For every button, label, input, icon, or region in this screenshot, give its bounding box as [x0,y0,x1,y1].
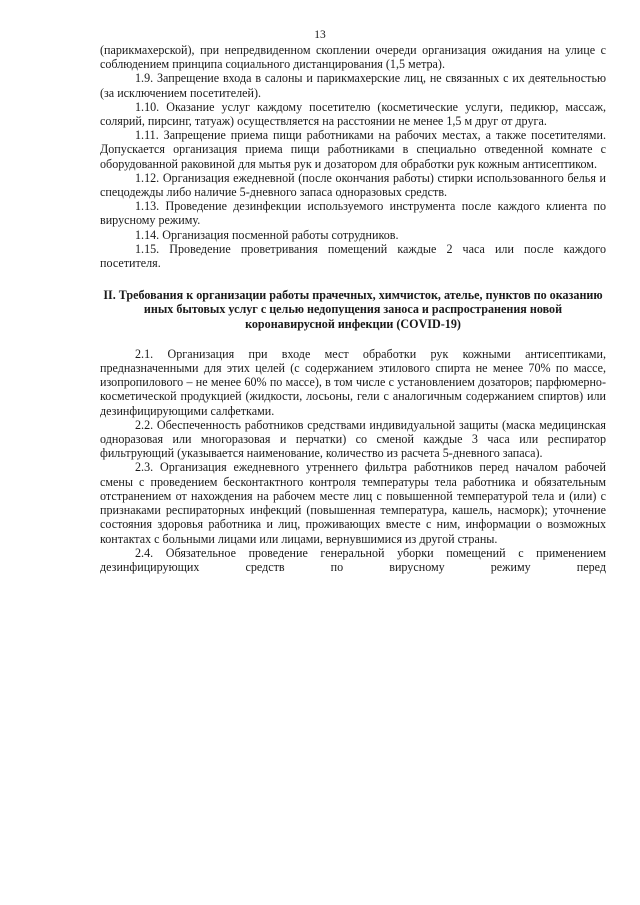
paragraph-1-15: 1.15. Проведение проветривания помещений каждые 2 часа или после каждого посетителя. [100,241,606,271]
paragraph-2-1: 2.1. Организация при входе мест обработки рук кожными антисептиками, предназначенными для этих целей (с содержанием этилового спирта не менее 70% по массе, изопропилового – не менее 60% по массе), в том числе с установлением дозаторов; парфюмерно-косметической продукцией (жидкости, лосьоны, гели с аналогичным содержанием спиртов) или дезинфицирующими салфетками. [100,346,606,418]
section-spacer [100,331,606,347]
paragraph-2-4: 2.4. Обязательное проведение генеральной уборки помещений с применением дезинфицирующих средств по вирусному режиму перед [100,545,606,574]
document-body [100,43,606,574]
page-number: 13 [314,29,326,41]
paragraph-1-9: 1.9. Запрещение входа в салоны и парикмахерские лиц, не связанных с их деятельностью (за исключением посетителей). [100,71,606,100]
paragraph-1-11: 1.11. Запрещение приема пищи работниками на рабочих местах, а также посетителями. Допускается организация приема пищи работниками в специально отведенной комнате с оборудованной раковиной для мытья рук и дозатором для обработки рук кожным антисептиком. [100,128,606,171]
paragraph-1-12: 1.12. Организация ежедневной (после окончания работы) стирки использованного белья и спецодежды либо наличие 5-дневного запаса одноразовых средств. [100,170,606,200]
paragraph-1-10: 1.10. Оказание услуг каждому посетителю (косметические услуги, педикюр, массаж, солярий, пирсинг, татуаж) осуществляется на расстоянии не менее 1,5 м друг от друга. [100,99,606,129]
section-spacer [100,270,606,288]
paragraph-1-14: 1.14. Организация посменной работы сотрудников. [135,227,399,242]
continuation-paragraph: (парикмахерской), при непредвиденном скоплении очереди организация ожидания на улице с соблюдением принципа социального дистанцирования (1,5 метра). [100,43,606,72]
paragraph-2-2: 2.2. Обеспеченность работников средствами индивидуальной защиты (маска медицинская одноразовая или многоразовая и перчатки) со сменой каждые 3 часа или респиратор фильтрующий (указывается наименование, количество из расчета 5-дневного запаса). [100,417,606,461]
paragraph-2-3: 2.3. Организация ежедневного утреннего фильтра работников перед началом рабочей смены с проведением бесконтактного контроля температуры тела работника и обязательным отстранением от нахождения на рабочем месте лиц с повышенной температурой тела и (или) с признаками респираторных инфекций (повышенная температура, кашель, насморк); уточнение состояния здоровья работника и лиц, проживающих вместе с ним, информации о возможных контактах с больными лицами или лицами, вернувшимися из другой страны. [100,460,606,546]
section-heading: II. Требования к организации работы прачечных, химчисток, ателье, пунктов по оказанию иных бытовых услуг с целью недопущения заноса и распространения новой коронавирусной инфекции (COVID-19) [103,288,603,331]
paragraph-1-13: 1.13. Проведение дезинфекции используемого инструмента после каждого клиента по вирусному режиму. [100,199,606,228]
